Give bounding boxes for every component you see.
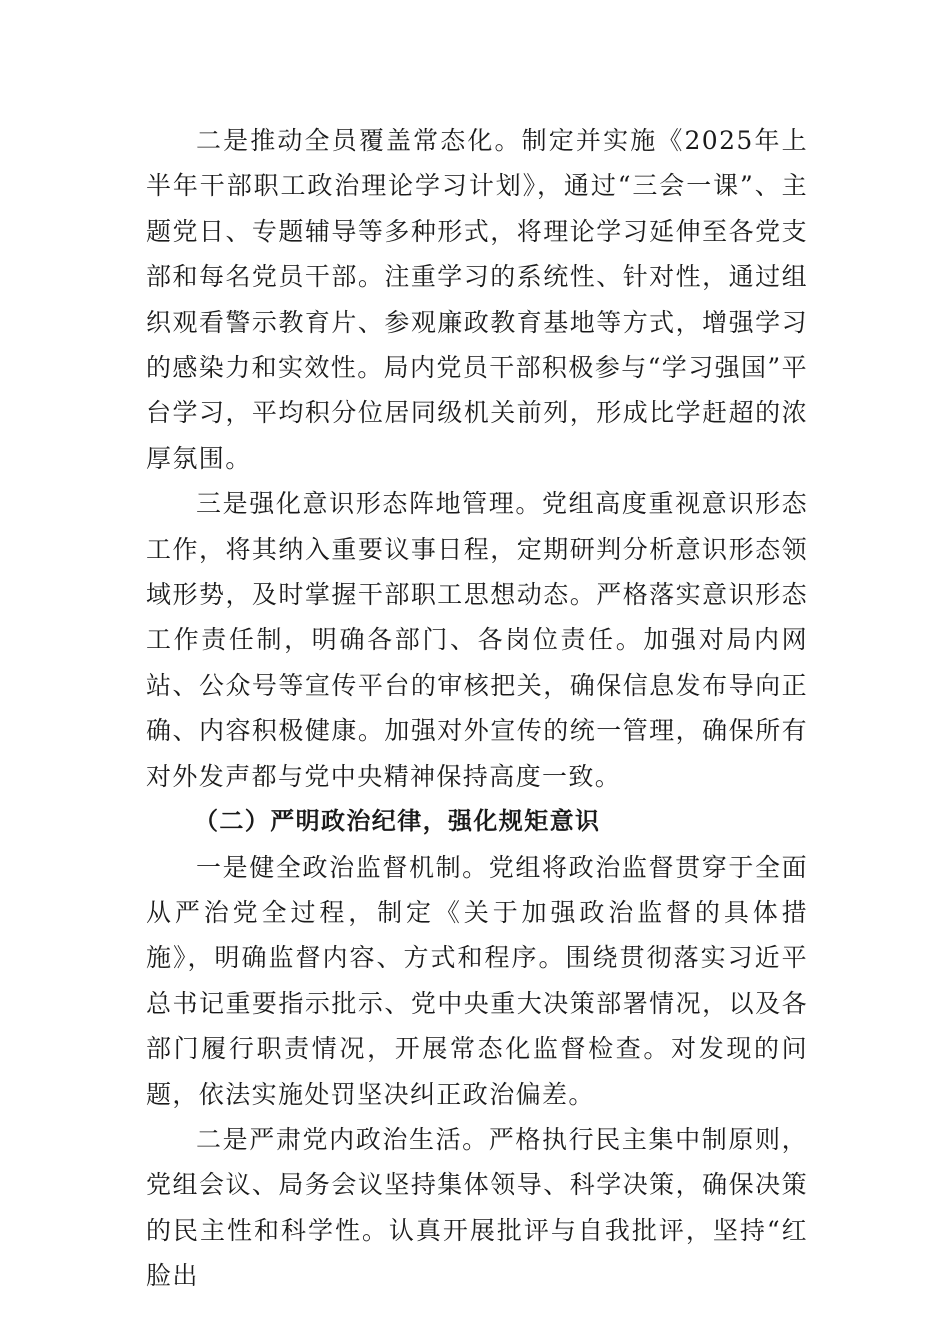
document-body (146, 118, 808, 1299)
paragraph-political-supervision: 一是健全政治监督机制。党组将政治监督贯穿于全面从严治党全过程，制定《关于加强政治监督的具体措施》，明确监督内容、方式和程序。围绕贯彻落实习近平总书记重要指示批示、党中央重大决策部署情况，以及各部门履行职责情况，开展常态化监督检查。对发现的问题，依法实施处罚坚决纠正政治偏差。 (146, 852, 808, 1109)
section-heading-political-discipline: （二）严明政治纪律，强化规矩意识 (194, 807, 601, 836)
paragraph-full-coverage: 二是推动全员覆盖常态化。制定并实施《2025年上半年干部职工政治理论学习计划》，通过“三会一课”、主题党日、专题辅导等多种形式，将理论学习延伸至各党支部和每名党员干部。注重学习的系统性、针对性，通过组织观看警示教育片、参观廉政教育基地等方式，增强学习的感染力和实效性。局内党员干部积极参与“学习强国”平台学习，平均积分位居同级机关前列，形成比学赶超的浓厚氛围。 (146, 126, 808, 473)
paragraph-party-political-life: 二是严肃党内政治生活。严格执行民主集中制原则，党组会议、局务会议坚持集体领导、科学决策，确保决策的民主性和科学性。认真开展批评与自我批评，坚持“红脸出 (146, 1124, 808, 1291)
paragraph-ideology-management: 三是强化意识形态阵地管理。党组高度重视意识形态工作，将其纳入重要议事日程，定期研判分析意识形态领域形势，及时掌握干部职工思想动态。严格落实意识形态工作责任制，明确各部门、各岗位责任。加强对局内网站、公众号等宣传平台的审核把关，确保信息发布导向正确、内容积极健康。加强对外宣传的统一管理，确保所有对外发声都与党中央精神保持高度一致。 (146, 489, 808, 791)
